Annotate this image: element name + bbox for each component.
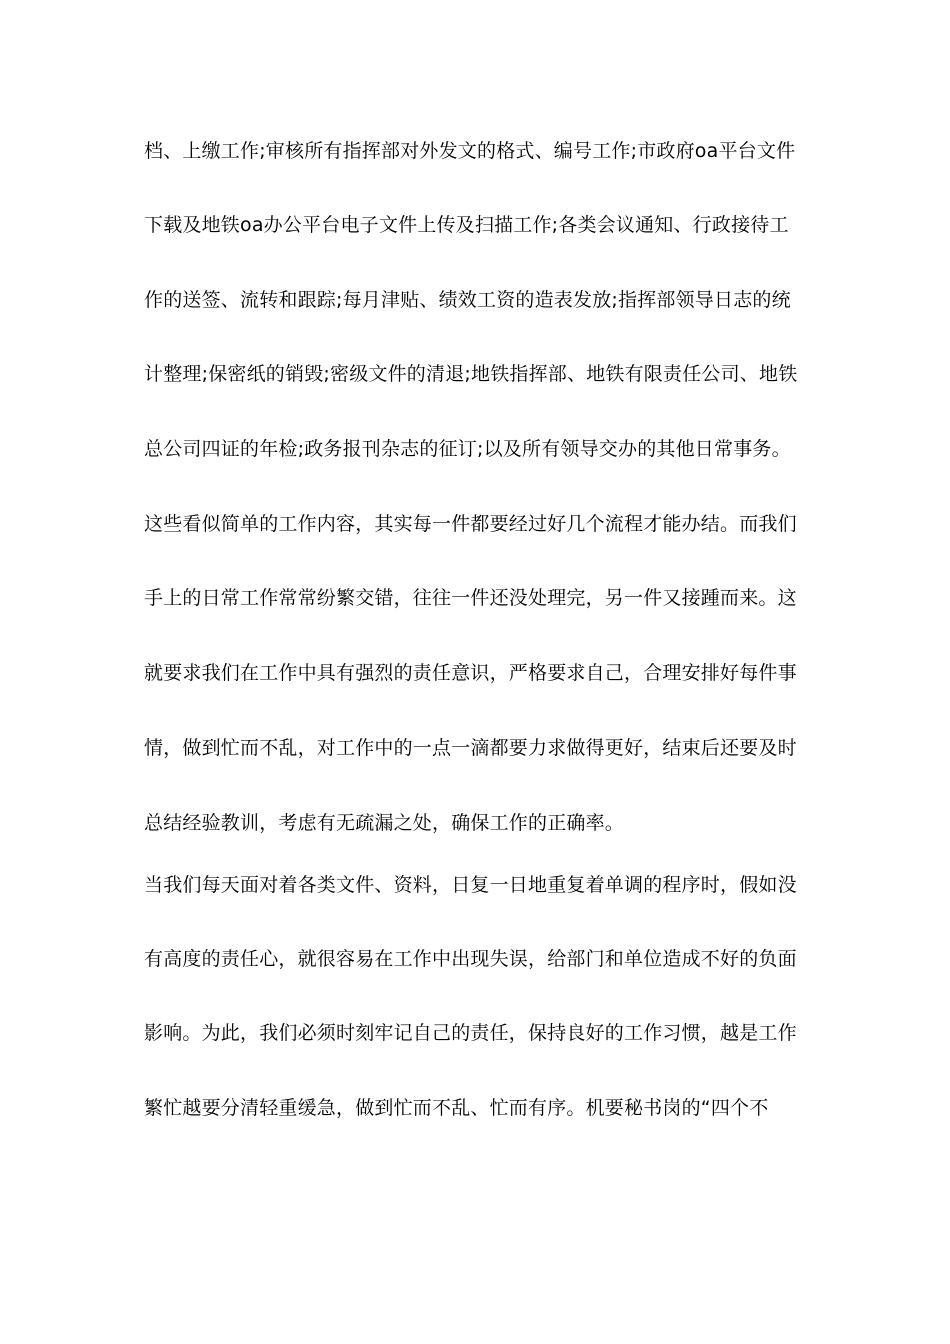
body-text-line-14: 繁忙越要分清轻重缓急，做到忙而不乱、忙而有序。机要秘书岗的“四个不: [144, 1097, 769, 1119]
body-text-line-6: 这些看似简单的工作内容，其实每一件都要经过好几个流程才能办结。而我们: [144, 513, 797, 535]
body-text-line-4: 计整理;保密纸的销毁;密级文件的清退;地铁指挥部、地铁有限责任公司、地铁: [144, 363, 798, 385]
body-text-line-11: 当我们每天面对着各类文件、资料，日复一日地重复着单调的程序时，假如没: [144, 874, 797, 896]
body-text-line-3: 作的送签、流转和跟踪;每月津贴、绩效工资的造表发放;指挥部领导日志的统: [144, 289, 791, 311]
body-text-line-2: 下载及地铁oa办公平台电子文件上传及扫描工作;各类会议通知、行政接待工: [144, 214, 789, 236]
body-text-line-7: 手上的日常工作常常纷繁交错，往往一件还没处理完，另一件又接踵而来。这: [144, 587, 797, 609]
body-text-line-9: 情，做到忙而不乱，对工作中的一点一滴都要力求做得更好，结束后还要及时: [144, 737, 797, 759]
body-text-line-1: 档、上缴工作;审核所有指挥部对外发文的格式、编号工作;市政府oa平台文件: [144, 140, 796, 162]
body-text-line-13: 影响。为此，我们必须时刻牢记自己的责任，保持良好的工作习惯，越是工作: [144, 1022, 797, 1044]
body-text-line-5: 总公司四证的年检;政务报刊杂志的征订;以及所有领导交办的其他日常事务。: [144, 438, 791, 460]
body-text-line-10: 总结经验教训，考虑有无疏漏之处，确保工作的正确率。: [144, 812, 625, 834]
body-text-line-12: 有高度的责任心，就很容易在工作中出现失误，给部门和单位造成不好的负面: [144, 948, 797, 970]
body-text-line-8: 就要求我们在工作中具有强烈的责任意识，严格要求自己，合理安排好每件事: [144, 662, 797, 684]
